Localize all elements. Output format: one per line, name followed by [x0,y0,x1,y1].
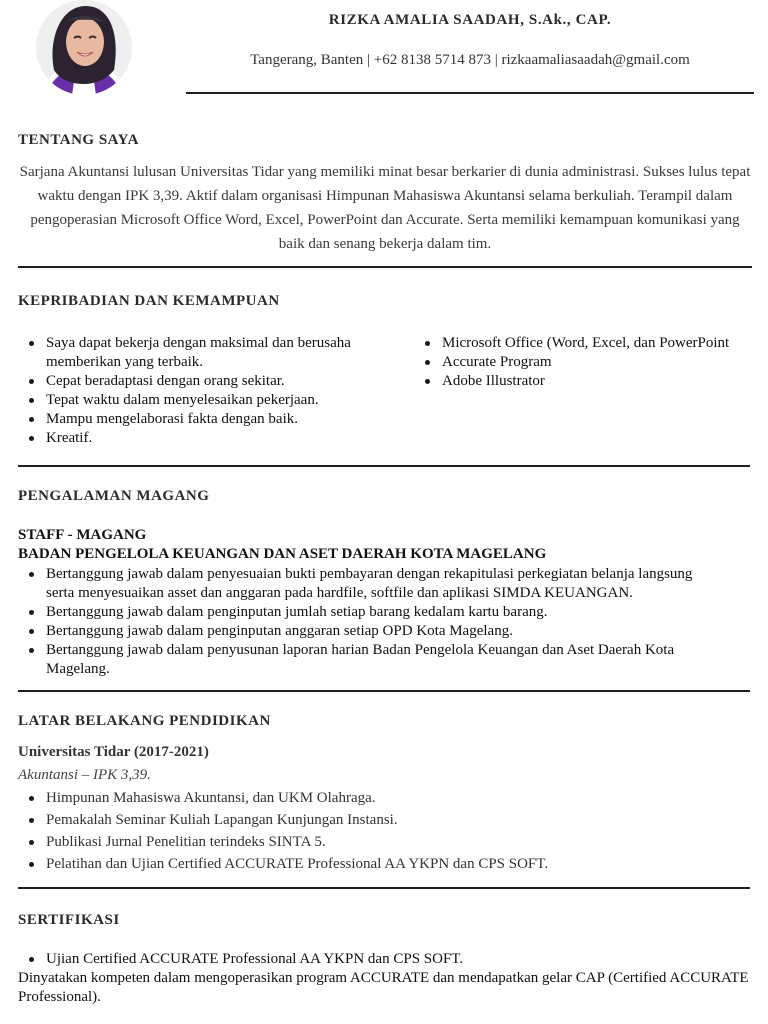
list-item: Pelatihan dan Ujian Certified ACCURATE Professional AA YKPN dan CPS SOFT. [18,853,758,875]
internship-organization: BADAN PENGELOLA KEUANGAN DAN ASET DAERAH KOTA MAGELANG [18,546,547,562]
list-item: Microsoft Office (Word, Excel, dan PowerPoint [414,334,768,353]
section-divider [18,887,750,889]
list-item: Adobe Illustrator [414,372,768,391]
list-item: Publikasi Jurnal Penelitian terindeks SINTA 5. [18,831,758,853]
list-item: Bertanggung jawab dalam penginputan anggaran setiap OPD Kota Magelang. [18,622,768,641]
list-item: Mampu mengelaborasi fakta dengan baik. [18,410,403,429]
about-text: Sarjana Akuntansi lulusan Universitas Tidar yang memiliki minat besar berkarier di dunia administrasi. Sukses lulus tepat waktu dengan IPK 3,39. Aktif dalam organisasi Himpunan Mahasiswa Akuntansi selama berkuliah. Terampil dalam pengoperasian Microsoft Office Word, Excel, PowerPoint dan Accurate. Serta memiliki kemampuan komunikasi yang baik dan senang bekerja dalam tim. [19,164,751,252]
section-heading-about: TENTANG SAYA [18,132,139,148]
list-item: Accurate Program [414,353,768,372]
section-divider [18,465,750,467]
list-item: Pemakalah Seminar Kuliah Lapangan Kunjungan Instansi. [18,809,758,831]
personal-traits-list [18,334,403,448]
section-heading-education: LATAR BELAKANG PENDIDIKAN [18,713,271,729]
list-item: Bertanggung jawab dalam penyusunan laporan harian Badan Pengelola Keuangan dan Aset Daerah Kota Magelang. [18,641,768,679]
section-heading-internship: PENGALAMAN MAGANG [18,488,210,504]
list-item: Himpunan Mahasiswa Akuntansi, dan UKM Olahraga. [18,787,758,809]
list-item: Bertanggung jawab dalam penginputan jumlah setiap barang kedalam kartu barang. [18,603,768,622]
technical-skills-list [414,334,768,391]
list-item: Saya dapat bekerja dengan maksimal dan berusaha memberikan yang terbaik. [18,334,403,372]
header-divider [186,92,754,94]
avatar [36,0,132,95]
list-item: Kreatif. [18,429,403,448]
full-name: RIZKA AMALIA SAADAH, S.Ak., CAP. [328,12,612,28]
list-item: Bertanggung jawab dalam penyesuaian bukti pembayaran dengan rekapitulasi perkegiatan belanja langsung serta menyesuaikan asset dan anggaran pada hardfile, softfile dan aplikasi SIMDA KEUANGAN. [18,565,768,603]
list-item: Ujian Certified ACCURATE Professional AA YKPN dan CPS SOFT. [18,950,758,969]
education-activities-list [18,787,758,875]
section-divider [18,690,750,692]
list-item: Tepat waktu dalam menyelesaikan pekerjaan. [18,391,403,410]
education-major: Akuntansi – IPK 3,39. [18,767,151,783]
section-heading-certification: SERTIFIKASI [18,912,120,928]
internship-duties-list [18,565,768,679]
internship-role: STAFF - MAGANG [18,527,147,543]
section-heading-skills: KEPRIBADIAN DAN KEMAMPUAN [18,293,280,309]
certification-list [18,950,758,969]
contact-info: Tangerang, Banten | +62 8138 5714 873 | rizkaamaliasaadah@gmail.com [250,52,690,68]
list-item: Cepat beradaptasi dengan orang sekitar. [18,372,403,391]
education-institution: Universitas Tidar (2017-2021) [18,744,209,760]
section-divider [18,266,752,268]
profile-photo-icon [36,0,132,95]
certification-description: Dinyatakan kompeten dalam mengoperasikan program ACCURATE dan mendapatkan gelar CAP (Certified ACCURATE Professional). [18,970,749,1005]
